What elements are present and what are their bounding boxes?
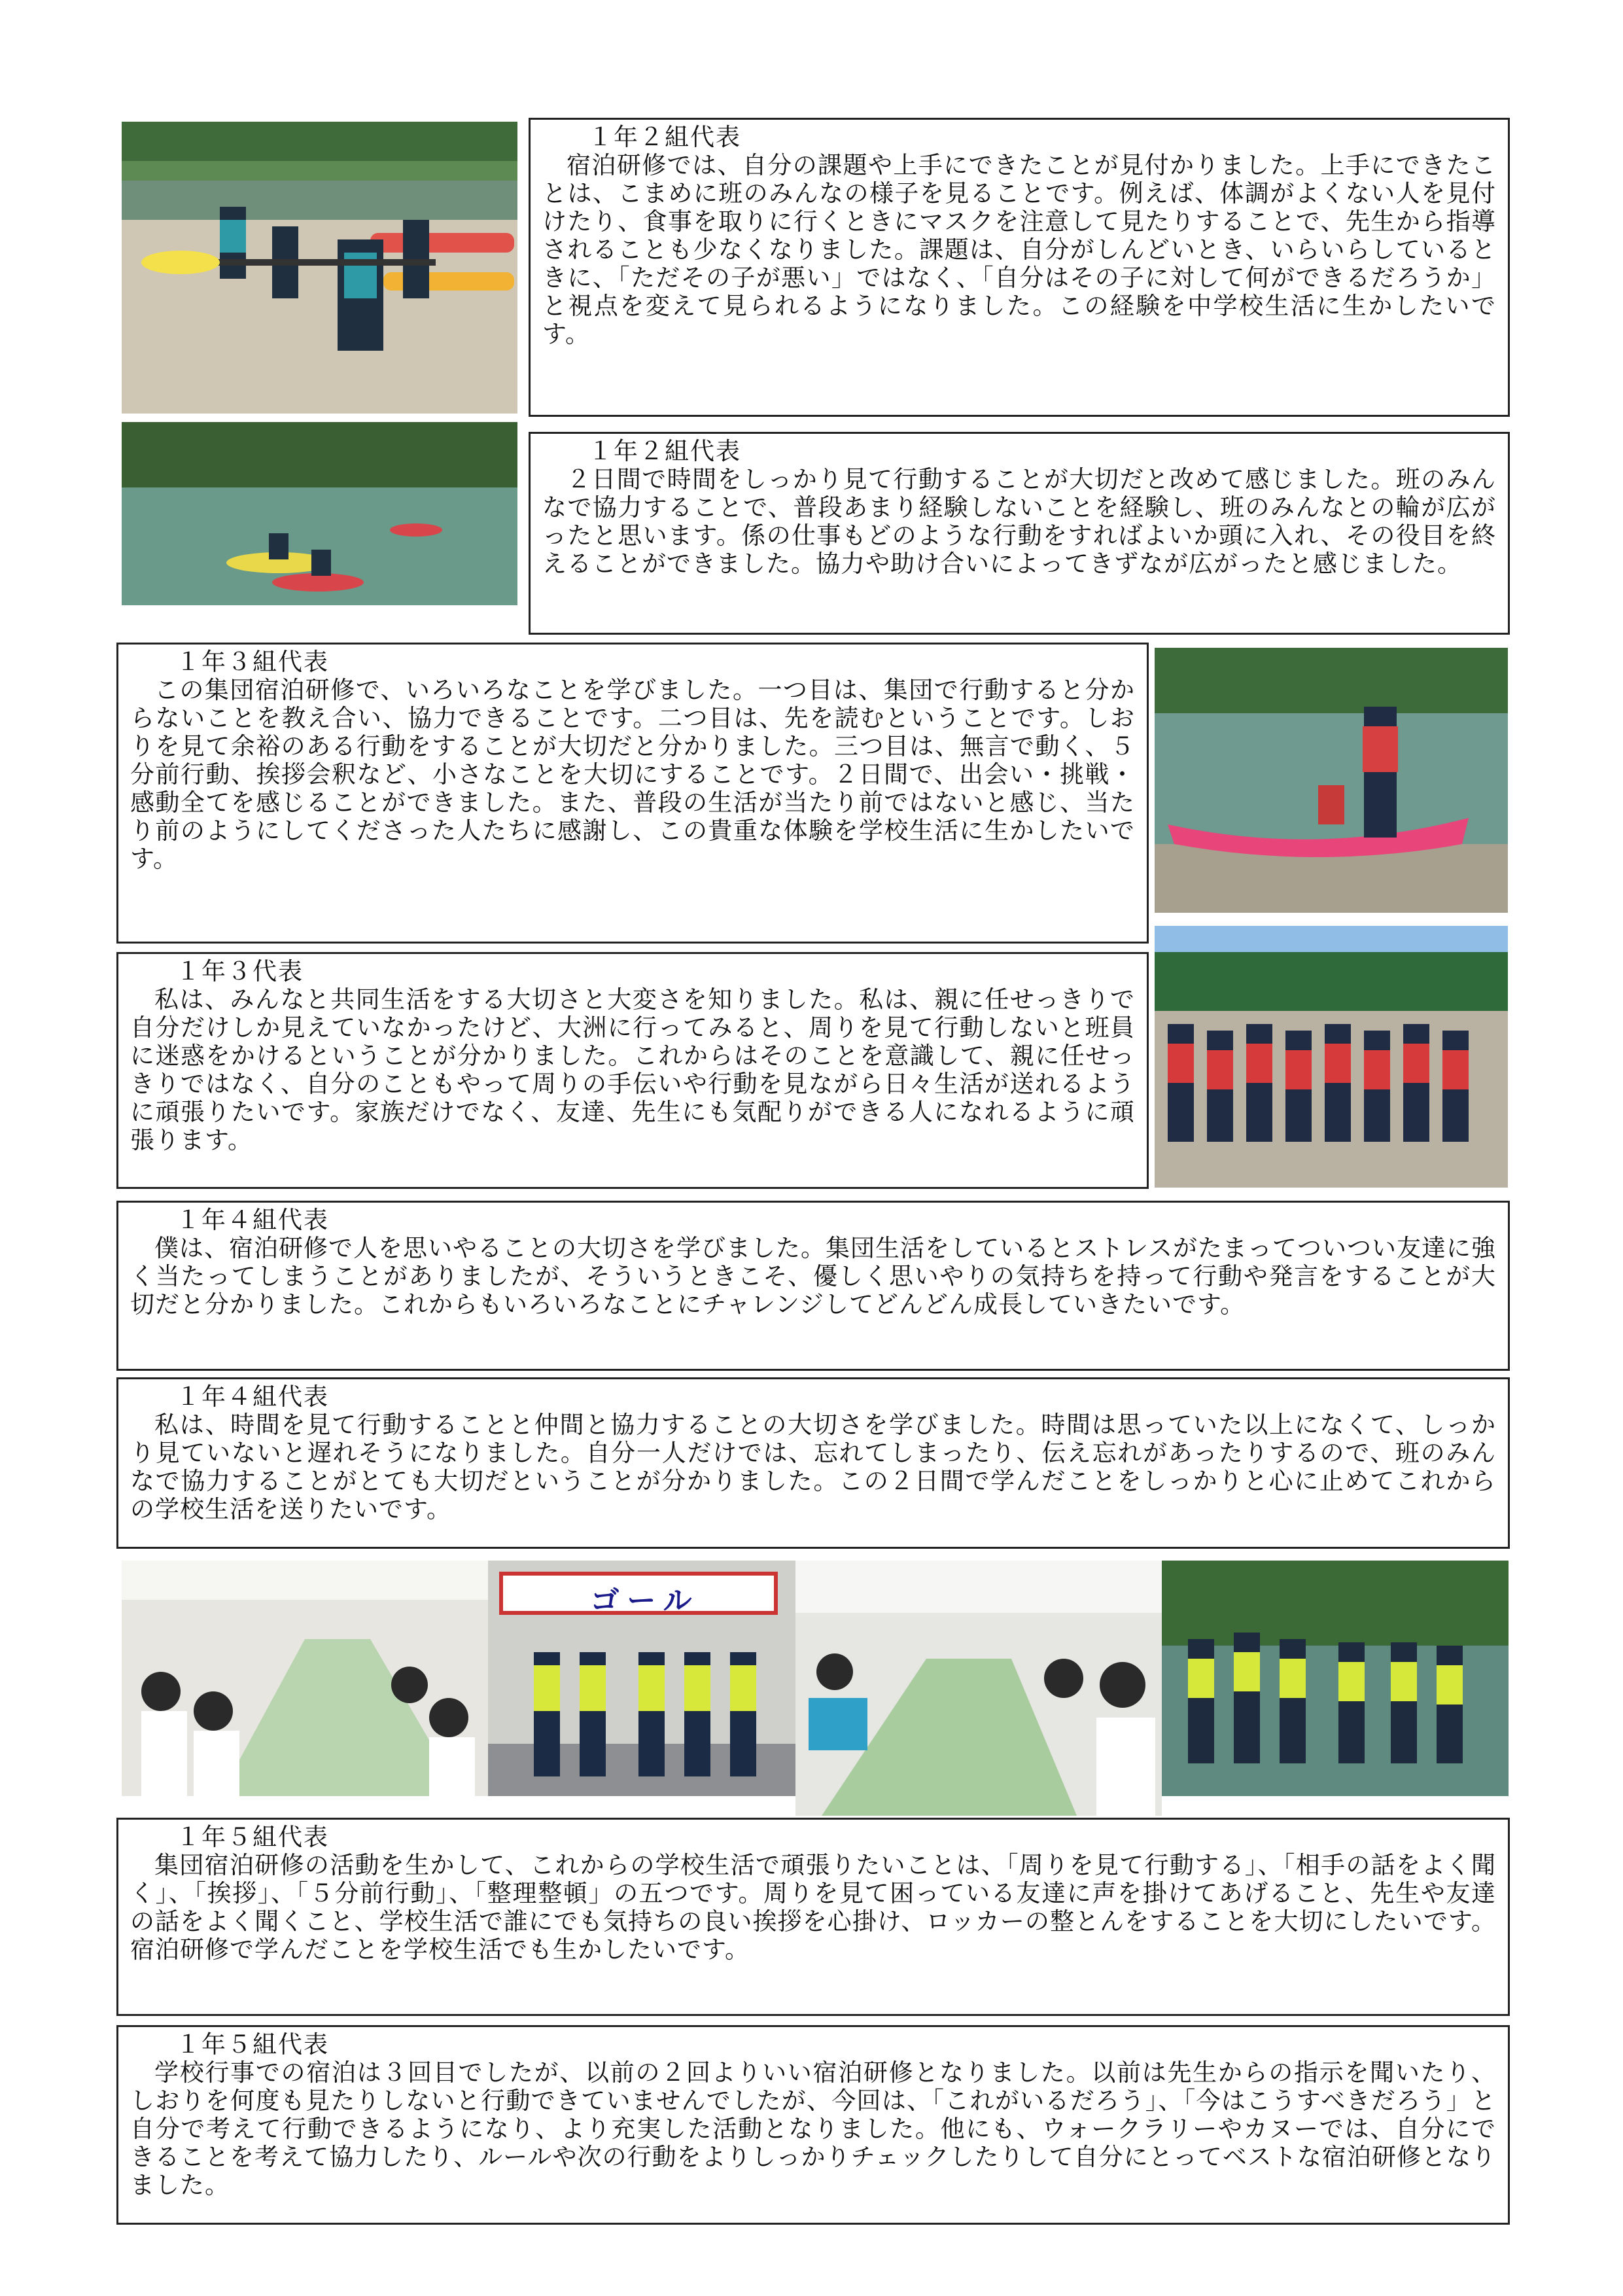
photo-cafeteria-2 — [795, 1561, 1162, 1816]
section-text: 集団宿泊研修の活動を生かして、これからの学校生活で頑張りたいことは、「周りを見て行動する」、「相手の話をよく聞く」、「挨拶」、「５分前行動」、「整理整頓」の五つです。周りを見て困っている友達に声を掛けてあげること、先生や友達の話をよく聞くこと、学校生活で誰にでも気持ちの良い挨拶を心掛け、ロッカーの整とんをすることを大切にしたいです。宿泊研修で学んだことを学校生活でも生かしたいです。 — [130, 1851, 1496, 1964]
section-text: 私は、みんなと共同生活をする大切さと大変さを知りました。私は、親に任せっきりで自分だけしか見えていなかったけど、大洲に行ってみると、周りを見て行動しないと班員に迷惑をかけるということが分かりました。これからはそのことを意識して、親に任せっきりではなく、自分のこともやって周りの手伝いや行動を見ながら日々生活が送れるように頑張りたいです。家族だけでなく、友達、先生にも気配りができる人になれるように頑張ります。 — [130, 985, 1135, 1154]
section-text: 私は、時間を見て行動することと仲間と協力することの大切さを学びました。時間は思っていた以上になくて、しっかり見ていないと遅れそうになりました。自分一人だけでは、忘れてしまったり、伝え忘れがあったりするので、班のみんなで協力することがとても大切だということが分かりました。この２日間で学んだことをしっかりと心に止めてこれからの学校生活を送りたいです。 — [130, 1411, 1496, 1523]
section-class3-rep-1 — [116, 643, 1149, 944]
section-heading: １年２組代表 — [588, 437, 741, 465]
photo-kayaks-river — [122, 422, 517, 605]
section-heading: １年４組代表 — [176, 1206, 329, 1234]
photo-goal — [488, 1561, 795, 1796]
section-heading: １年３組代表 — [176, 648, 329, 676]
section-text: 僕は、宿泊研修で人を思いやることの大切さを学びました。集団生活をしているとストレスがたまってついつい友達に強く当たってしまうことがありましたが、そういうときこそ、優しく思いやりの気持ちを持って行動や発言をすることが大切だと分かりました。これからもいろいろなことにチャレンジしてどんどん成長していきたいです。 — [130, 1234, 1496, 1318]
section-heading: １年３代表 — [176, 957, 304, 985]
section-text: 学校行事での宿泊は３回目でしたが、以前の２回よりいい宿泊研修となりました。以前は先生からの指示を聞いたり、しおりを何度も見たりしないと行動できていませんでしたが、今回は、「これがいるだろう」、「今はこうすべきだろう」と自分で考えて行動できるようになり、より充実した活動となりました。他にも、ウォークラリーやカヌーでは、自分にできることを考えて協力したり、ルールや次の行動をよりしっかりチェックしたりして自分にとってベストな宿泊研修となりました。 — [130, 2058, 1496, 2199]
section-text: 宿泊研修では、自分の課題や上手にできたことが見付かりました。上手にできたことは、こまめに班のみんなの様子を見ることです。例えば、体調がよくない人を見付けたり、食事を取りに行くときにマスクを注意して見たりすることで、先生から指導されることも少なくなりました。課題は、自分がしんどいとき、いらいらしているときに、「ただその子が悪い」ではなく、「自分はその子に対して何ができるだろうか」と視点を変えて見られるようになりました。この経験を中学校生活に生かしたいです。 — [542, 151, 1496, 348]
section-class4-rep-2 — [116, 1377, 1510, 1549]
section-text: この集団宿泊研修で、いろいろなことを学びました。一つ目は、集団で行動すると分からないことを教え合い、協力できることです。二つ目は、先を読むということです。しおりを見て余裕のある行動をすることが大切だと分かりました。三つ目は、無言で動く、５分前行動、挨拶会釈など、小さなことを大切にすることです。２日間で、出会い・挑戦・感動全てを感じることができました。また、普段の生活が当たり前ではないと感じ、当たり前のようにしてくださった人たちに感謝し、この貴重な体験を学校生活に生かしたいです。 — [130, 676, 1135, 873]
photo-kayak-riverbank — [122, 122, 517, 414]
section-class5-rep-1 — [116, 1818, 1510, 2016]
section-class2-rep-1 — [529, 118, 1510, 417]
section-class2-rep-2 — [529, 432, 1510, 635]
section-class3-rep-2 — [116, 952, 1149, 1189]
section-heading: １年２組代表 — [588, 123, 741, 151]
section-heading: １年４組代表 — [176, 1383, 329, 1411]
goal-banner-text: ゴール — [590, 1584, 700, 1617]
photo-river-group — [1162, 1561, 1509, 1796]
section-heading: １年５組代表 — [176, 2030, 329, 2058]
section-class5-rep-2 — [116, 2025, 1510, 2225]
photo-pink-kayak — [1155, 648, 1508, 913]
photo-cafeteria-1 — [122, 1561, 488, 1796]
section-class4-rep-1 — [116, 1201, 1510, 1371]
section-text: ２日間で時間をしっかり見て行動することが大切だと改めて感じました。班のみんなで協力することで、普段あまり経験しないことを経験し、班のみんなとの輪が広がったと思います。係の仕事もどのような行動をすればよいか頭に入れ、その役目を終えることができました。協力や助け合いによってきずなが広がったと感じました。 — [542, 465, 1496, 578]
photo-group-life-vests — [1155, 926, 1508, 1188]
section-heading: １年５組代表 — [176, 1823, 329, 1851]
